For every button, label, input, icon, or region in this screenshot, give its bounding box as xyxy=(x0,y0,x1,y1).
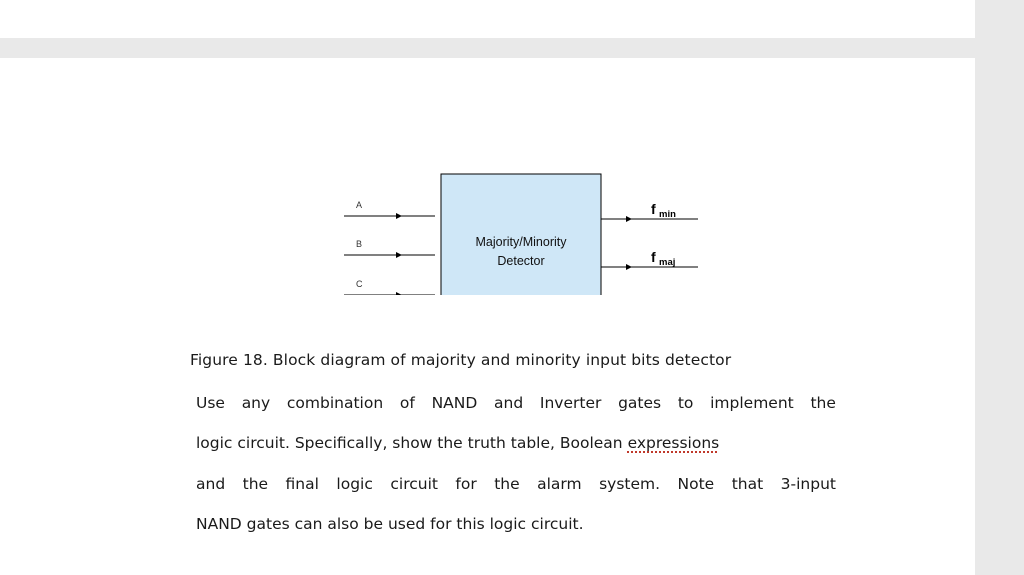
output-label-fmin-sub: min xyxy=(659,209,676,220)
word: to xyxy=(677,394,694,413)
figure-text-block xyxy=(190,352,840,544)
output-label-fmaj-sub: maj xyxy=(659,257,676,268)
word: for xyxy=(455,474,477,493)
input-label-a: A xyxy=(356,200,363,210)
paragraph-line-3 xyxy=(196,464,836,504)
word: final xyxy=(285,474,319,493)
input-label-b: B xyxy=(356,239,363,249)
misspelled-word[interactable]: expressions xyxy=(627,434,720,453)
word: and xyxy=(196,474,226,493)
output-label-fmin-base: f xyxy=(651,201,656,217)
paragraph-line-2 xyxy=(196,423,836,463)
word: and xyxy=(494,394,524,413)
word: Use xyxy=(196,394,225,413)
word: the xyxy=(494,474,520,493)
word: alarm xyxy=(537,474,582,493)
paragraph-line-1 xyxy=(196,383,836,423)
word: logic xyxy=(336,474,373,493)
output-label-fmaj-base: f xyxy=(651,249,656,265)
word: combination xyxy=(286,394,384,413)
word: circuit xyxy=(390,474,438,493)
paragraph-line-2-text: logic circuit. Specifically, show the truth table, Boolean xyxy=(196,434,623,453)
word: NAND xyxy=(431,394,478,413)
word: that xyxy=(731,474,764,493)
word: any xyxy=(241,394,271,413)
word: Inverter xyxy=(539,394,602,413)
paragraph-line-4: NAND gates can also be used for this logic circuit. xyxy=(196,514,584,533)
word: system. xyxy=(599,474,661,493)
block-label-line2: Detector xyxy=(497,254,545,268)
word: implement xyxy=(710,394,794,413)
input-label-c: C xyxy=(356,279,363,289)
page-top-strip xyxy=(0,0,975,38)
word: the xyxy=(810,394,836,413)
word: 3-input xyxy=(780,474,836,493)
figure-block-diagram xyxy=(330,110,720,295)
page-right-gutter xyxy=(975,0,1024,575)
instruction-paragraph xyxy=(190,383,836,544)
word: the xyxy=(242,474,269,493)
block-label-line1: Majority/Minority xyxy=(475,235,567,249)
word: Note xyxy=(677,474,715,493)
word: gates xyxy=(618,394,662,413)
word: of xyxy=(399,394,415,413)
figure-caption: Figure 18. Block diagram of majority and minority input bits detector xyxy=(190,351,732,369)
page-separator-gap xyxy=(0,38,1024,58)
